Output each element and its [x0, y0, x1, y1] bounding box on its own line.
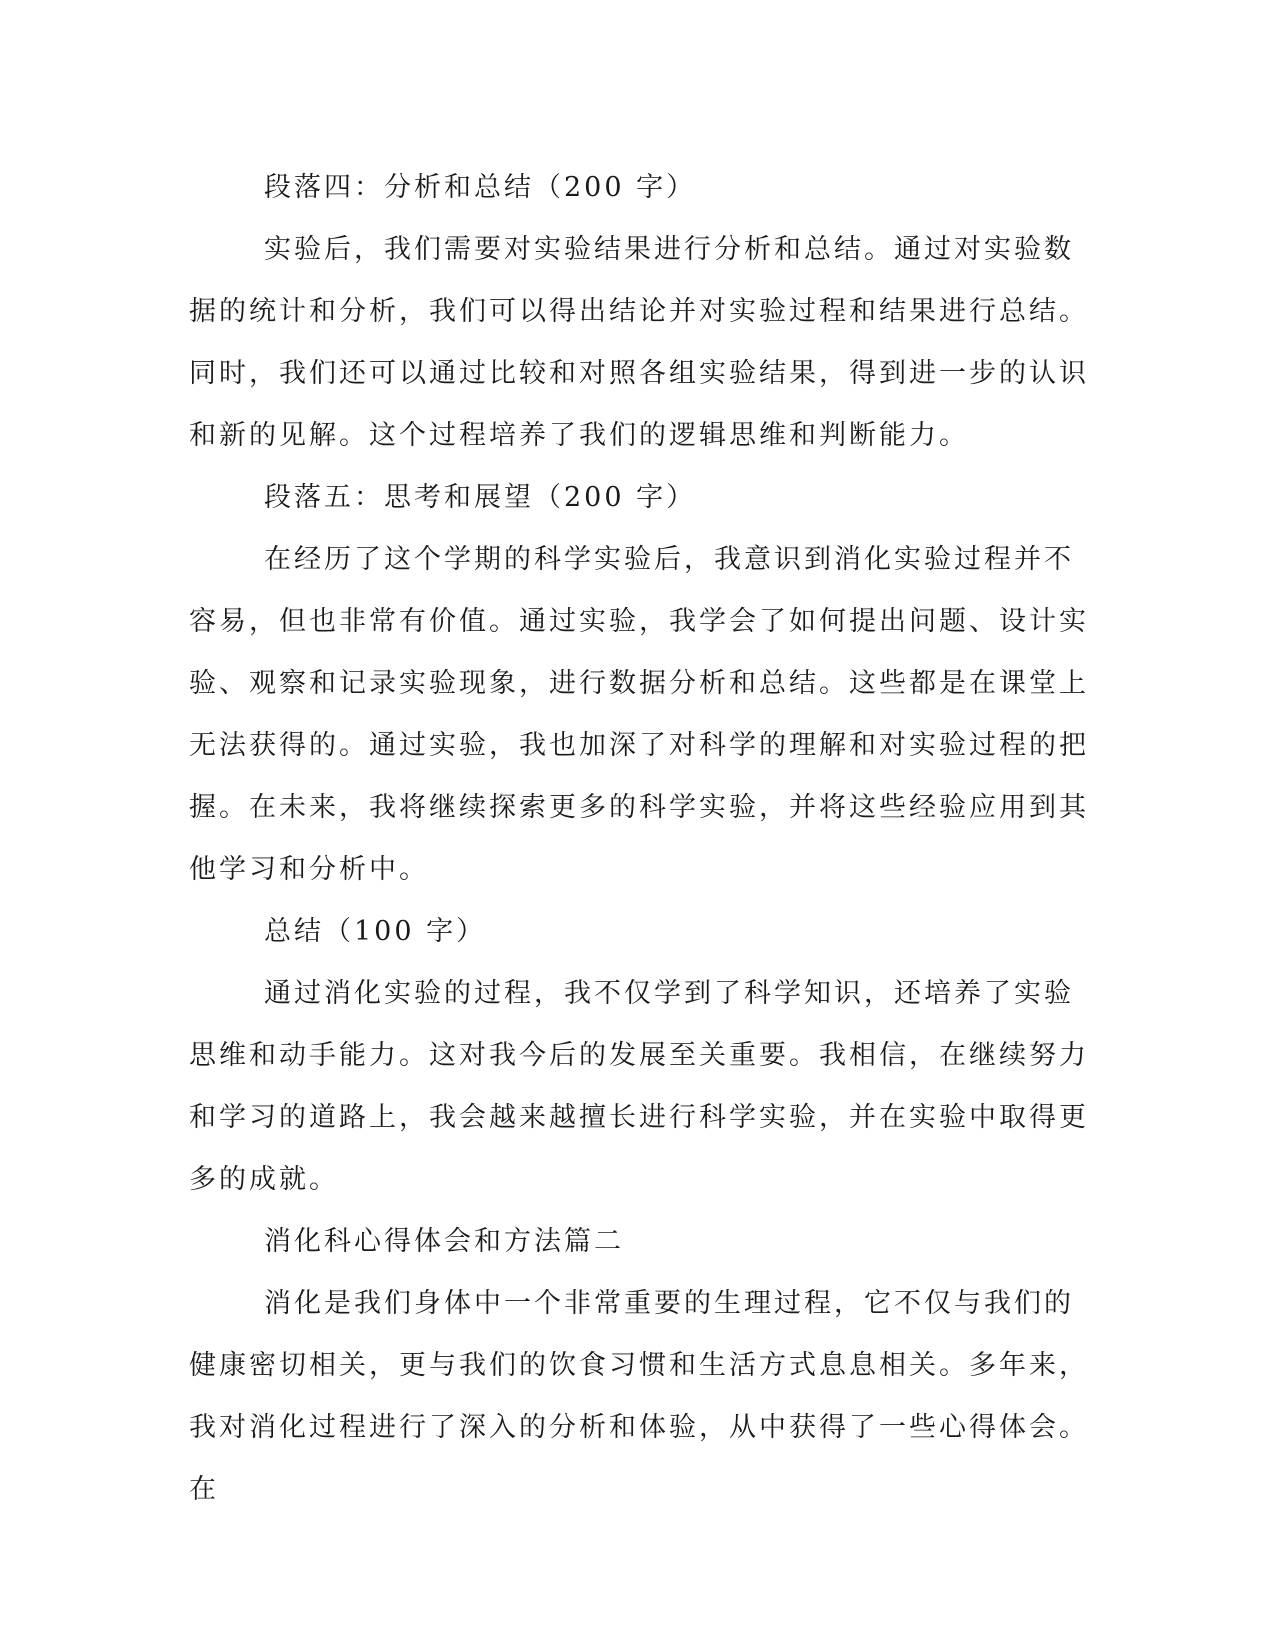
summary-heading: 总结（100 字） — [264, 916, 487, 947]
article-two-paragraph: 消化是我们身体中一个非常重要的生理过程，它不仅与我们的健康密切相关，更与我们的饮食习惯和生活方式息息相关。多年来，我对消化过程进行了深入的分析和体验，从中获得了一些心得体会。在 — [189, 1288, 1089, 1505]
section-heading-5: 段落五：思考和展望（200 字） — [264, 482, 697, 513]
section-paragraph-4: 实验后，我们需要对实验结果进行分析和总结。通过对实验数据的统计和分析，我们可以得出结论并对实验过程和结果进行总结。同时，我们还可以通过比较和对照各组实验结果，得到进一步的认识和新的见解。这个过程培养了我们的逻辑思维和判断能力。 — [189, 234, 1089, 451]
section-heading-4: 段落四：分析和总结（200 字） — [264, 172, 697, 203]
document-body — [189, 157, 1089, 1521]
summary-paragraph: 通过消化实验的过程，我不仅学到了科学知识，还培养了实验思维和动手能力。这对我今后的发展至关重要。我相信，在继续努力和学习的道路上，我会越来越擅长进行科学实验，并在实验中取得更多的成就。 — [189, 978, 1089, 1195]
section-paragraph-5: 在经历了这个学期的科学实验后，我意识到消化实验过程并不容易，但也非常有价值。通过实验，我学会了如何提出问题、设计实验、观察和记录实验现象，进行数据分析和总结。这些都是在课堂上无法获得的。通过实验，我也加深了对科学的理解和对实验过程的把握。在未来，我将继续探索更多的科学实验，并将这些经验应用到其他学习和分析中。 — [189, 544, 1089, 885]
article-two-title: 消化科心得体会和方法篇二 — [264, 1226, 624, 1257]
